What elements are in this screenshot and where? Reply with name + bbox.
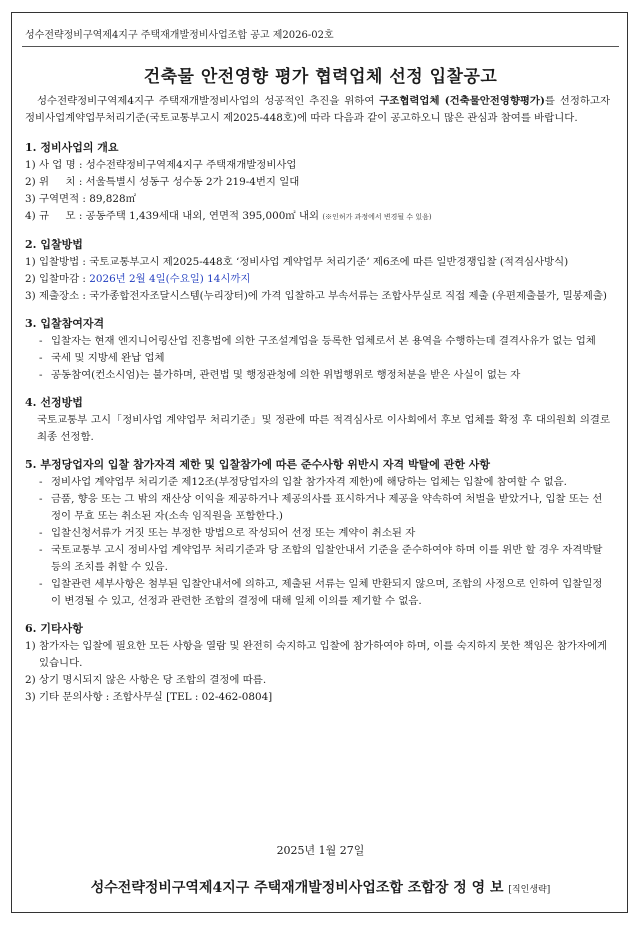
selection-text: 국토교통부 고시「정비사업 계약업무 처리기준」및 정관에 따른 적격심사로 이사회에서 후보 업체를 확정 후 대의원회 의결로 최종 선정함.	[37, 414, 610, 443]
item-value: 공동주택 1,439세대 내외, 연면적 395,000㎡ 내외	[85, 210, 320, 222]
list-item	[25, 672, 610, 689]
item-label: 구역면적	[38, 193, 80, 205]
list-item: 1) 사 업 명 : 성수전략정비구역제4지구 주택재개발정비사업	[25, 157, 610, 174]
intro-text-2: 를 선정하고자 정비사업계약업무처리기준(국토교통부고시 제2025-448호)에 따라 다음과 같이 공고하오니 많은 관심과 참여를 바랍니다.	[25, 95, 610, 124]
section-title: 6. 기타사항	[25, 622, 83, 635]
document-title: 건축물 안전영향 평가 협력업체 선정 입찰공고	[143, 67, 498, 87]
item-label: 위 치	[38, 176, 76, 188]
item-text: 입찰신청서류가 거짓 또는 부정한 방법으로 작성되어 선정 또는 계약이 취소된 자	[51, 527, 416, 539]
list-item: 3) 구역면적 : 89,828㎡	[25, 191, 610, 208]
item-text: 국토교통부 고시 정비사업 계약업무 처리기준과 당 조합의 입찰안내서 기준을 준수하여야 하며 이를 위반 할 경우 자격박탈 등의 조치를 취할 수 있음.	[51, 544, 603, 573]
list-item: - 공동참여(컨소시엄)는 불가하며, 관련법 및 행정관청에 의한 위법행위로 행정처분을 받은 사실이 없는 자	[25, 367, 610, 384]
list-item: 2) 위 치 : 서울특별시 성동구 성수동 2가 219-4번지 일대	[25, 174, 610, 191]
section-misc	[25, 620, 610, 706]
list-item: 4) 규 모 : 공동주택 1,439세대 내외, 연면적 395,000㎡ 내외 (※인허가 과정에서 변경될 수 있음)	[25, 208, 610, 226]
item-label: 입찰방법	[38, 256, 80, 268]
section-eligibility	[25, 315, 610, 384]
section-selection	[25, 394, 610, 446]
list-item	[25, 638, 610, 672]
list-item: - 금품, 향응 또는 그 밖의 재산상 이익을 제공하거나 제공의사를 표시하거나 제공을 약속하여 처벌을 받았거나, 입찰 또는 선정이 무효 또는 취소된 자(소속 임직원을 포함한다.)	[25, 491, 610, 525]
list-item: 1) 입찰방법 : 국토교통부고시 제2025-448호 ‘정비사업 계약업무 처리기준’ 제6조에 따른 일반경쟁입찰 (적격심사방식)	[25, 254, 610, 271]
item-label: 규 모	[38, 210, 76, 222]
item-number: 2)	[25, 674, 39, 686]
notice-number: 성수전략정비구역제4지구 주택재개발정비사업조합 공고 제2026-02호	[25, 30, 334, 41]
item-number: 2)	[25, 176, 39, 188]
item-number: 2)	[25, 273, 39, 285]
intro-bold: 구조협력업체 (건축물안전영향평가)	[379, 95, 545, 107]
section-disqualification	[25, 456, 610, 610]
list-item: - 국토교통부 고시 정비사업 계약업무 처리기준과 당 조합의 입찰안내서 기준을 준수하여야 하며 이를 위반 할 경우 자격박탈 등의 조치를 취할 수 있음.	[25, 542, 610, 576]
list-item: - 입찰관련 세부사항은 첨부된 입찰안내서에 의하고, 제출된 서류는 일체 반환되지 않으며, 조합의 사정으로 인하여 입찰일정이 변경될 수 있고, 선정과 관련한 조합의 결정에 대해 일체 이의를 제기할 수 없음.	[25, 576, 610, 610]
item-text: 참가자는 입찰에 필요한 모든 사항을 열람 및 완전히 숙지하고 입찰에 참가하여야 하며, 이를 숙지하지 못한 책임은 참가자에게 있습니다.	[38, 640, 608, 669]
item-text: 기타 문의사항 : 조합사무실 [TEL : 02-462-0804]	[38, 691, 273, 703]
item-text: 상기 명시되지 않은 사항은 당 조합의 결정에 따름.	[38, 674, 267, 686]
item-number: 1)	[25, 256, 39, 268]
section-title: 2. 입찰방법	[25, 238, 83, 251]
section-title: 1. 정비사업의 개요	[25, 141, 119, 154]
intro-text-1: 성수전략정비구역제4지구 주택재개발정비사업의 성공적인 추진을 위하여	[37, 95, 380, 107]
item-text: 입찰관련 세부사항은 첨부된 입찰안내서에 의하고, 제출된 서류는 일체 반환되지 않으며, 조합의 사정으로 인하여 입찰일정이 변경될 수 있고, 선정과 관련한 조합의 결정에 대해 일체 이의를 제기할 수 없음.	[51, 578, 603, 607]
item-label: 사 업 명	[38, 159, 76, 171]
header-divider	[22, 46, 619, 47]
section-title: 5. 부정당업자의 입찰 참가자격 제한 및 입찰참가에 따른 준수사항 위반시 자격 박탈에 관한 사항	[25, 458, 491, 471]
bid-deadline: 2026년 2월 4일(수요일) 14시까지	[89, 273, 251, 285]
item-note: (※인허가 과정에서 변경될 수 있음)	[322, 213, 432, 221]
intro-paragraph	[25, 93, 610, 127]
section-title: 3. 입찰참여자격	[25, 317, 105, 330]
signer-name: 성수전략정비구역제4지구 주택재개발정비사업조합 조합장 정 영 보	[90, 880, 504, 896]
item-text: 정비사업 계약업무 처리기준 제12조(부정당업자의 입찰 참가자격 제한)에 해당하는 업체는 입찰에 참여할 수 없음.	[51, 476, 567, 488]
item-label: 입찰마감	[38, 273, 80, 285]
list-item	[25, 689, 610, 706]
notice-date: 2025년 1월 27일	[276, 844, 365, 857]
section-bid-method	[25, 236, 610, 305]
item-text: 국세 및 지방세 완납 업체	[51, 352, 165, 364]
item-text: 금품, 향응 또는 그 밖의 재산상 이익을 제공하거나 제공의사를 표시하거나 제공을 약속하여 처벌을 받았거나, 입찰 또는 선정이 무효 또는 취소된 자(소속 임직원을 포함한다.)	[51, 493, 603, 522]
list-item: - 국세 및 지방세 완납 업체	[25, 350, 610, 367]
item-value: 국가종합전자조달시스템(누리장터)에 가격 입찰하고 부속서류는 조합사무실로 직접 제출 (우편제출불가, 밀봉제출)	[89, 290, 607, 302]
item-number: 4)	[25, 210, 39, 222]
section-title: 4. 선정방법	[25, 396, 83, 409]
item-value: 국토교통부고시 제2025-448호 ‘정비사업 계약업무 처리기준’ 제6조에 따른 일반경쟁입찰 (적격심사방식)	[89, 256, 569, 268]
item-text: 공동참여(컨소시엄)는 불가하며, 관련법 및 행정관청에 의한 위법행위로 행정처분을 받은 사실이 없는 자	[51, 369, 521, 381]
item-number: 3)	[25, 691, 39, 703]
item-value: 서울특별시 성동구 성수동 2가 219-4번지 일대	[85, 176, 300, 188]
document-body	[25, 93, 610, 706]
section-overview	[25, 139, 610, 226]
item-value: 89,828㎡	[89, 193, 136, 205]
item-text: 입찰자는 현재 엔지니어링산업 진흥법에 의한 구조설계업을 등록한 업체로서 본 용역을 수행하는데 결격사유가 없는 업체	[51, 335, 596, 347]
item-number: 3)	[25, 290, 39, 302]
item-number: 1)	[25, 159, 39, 171]
item-number: 1)	[25, 640, 39, 652]
signer-line	[0, 877, 641, 897]
list-item: 2) 입찰마감 : 2026년 2월 4일(수요일) 14시까지	[25, 271, 610, 288]
list-item: - 입찰신청서류가 거짓 또는 부정한 방법으로 작성되어 선정 또는 계약이 취소된 자	[25, 525, 610, 542]
item-label: 제출장소	[38, 290, 80, 302]
list-item: 3) 제출장소 : 국가종합전자조달시스템(누리장터)에 가격 입찰하고 부속서류는 조합사무실로 직접 제출 (우편제출불가, 밀봉제출)	[25, 288, 610, 305]
list-item: - 입찰자는 현재 엔지니어링산업 진흥법에 의한 구조설계업을 등록한 업체로서 본 용역을 수행하는데 결격사유가 없는 업체	[25, 333, 610, 350]
item-number: 3)	[25, 193, 39, 205]
list-item: - 정비사업 계약업무 처리기준 제12조(부정당업자의 입찰 참가자격 제한)에 해당하는 업체는 입찰에 참여할 수 없음.	[25, 474, 610, 491]
seal-note: [직인생략]	[508, 885, 551, 895]
item-value: 성수전략정비구역제4지구 주택재개발정비사업	[85, 159, 297, 171]
